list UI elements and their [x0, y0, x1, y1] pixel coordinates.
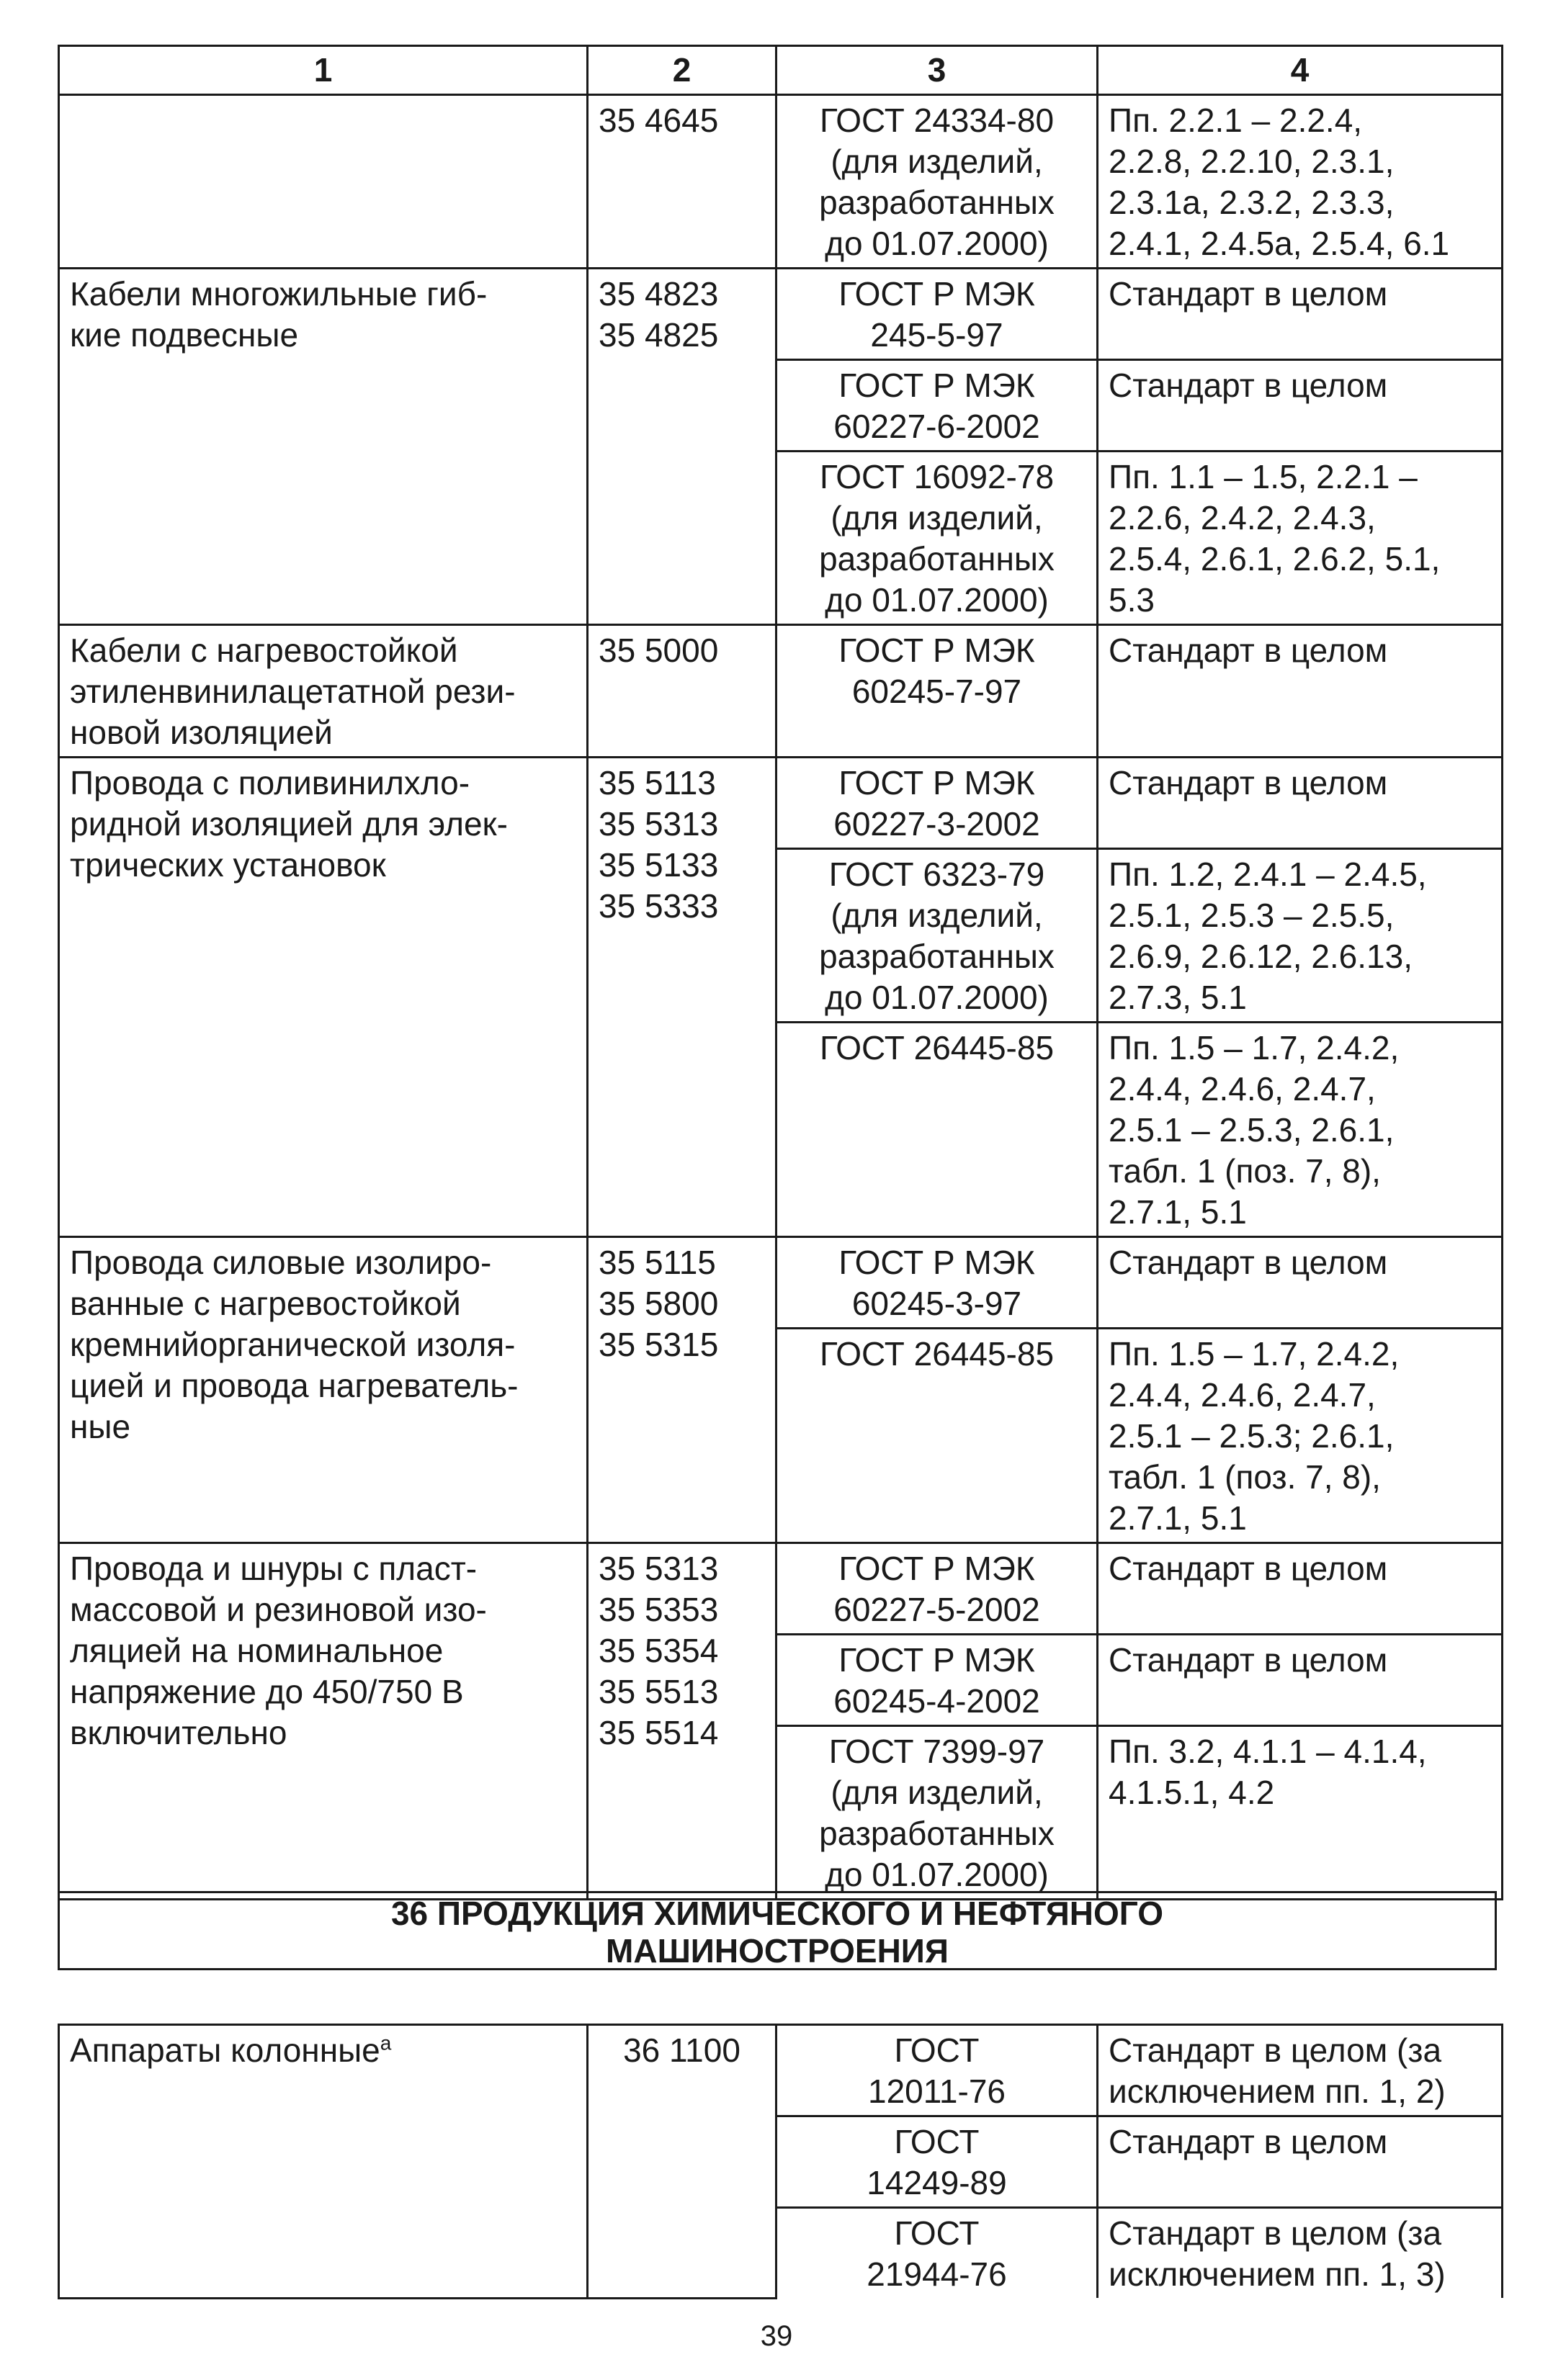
- clauses-cell: [1098, 625, 1503, 758]
- clauses-cell: [1098, 1329, 1503, 1543]
- standard-line: 60245-4-2002: [833, 1682, 1040, 1720]
- column-header-2: 2: [588, 46, 776, 95]
- product-code: 35 5353: [599, 1591, 719, 1628]
- product-code: 35 5313: [599, 1550, 719, 1587]
- product-code: 35 5115: [599, 1244, 716, 1281]
- clauses-line: 2.7.1, 5.1: [1109, 1193, 1247, 1231]
- clauses-line: Стандарт в целом: [1109, 1641, 1388, 1679]
- standard-cell: [776, 1023, 1098, 1237]
- table-header-row: [59, 46, 1503, 95]
- clauses-line: Пп. 1.1 – 1.5, 2.2.1 –: [1109, 458, 1418, 495]
- clauses-line: исключением пп. 1, 2): [1109, 2073, 1446, 2110]
- standard-cell: [776, 1329, 1098, 1543]
- clauses-cell: [1098, 452, 1503, 625]
- clauses-line: Стандарт в целом: [1109, 764, 1388, 801]
- section-heading: [58, 1891, 1497, 1970]
- page-number: 39: [760, 2320, 793, 2352]
- standard-line: разработанных: [819, 540, 1055, 578]
- standard-line: до 01.07.2000): [825, 225, 1049, 262]
- standard-line: разработанных: [819, 938, 1055, 975]
- clauses-line: Стандарт в целом: [1109, 2123, 1388, 2160]
- standard-cell: [776, 625, 1098, 758]
- section-36-table-body: [59, 2025, 1503, 2299]
- standard-line: 14249-89: [867, 2164, 1007, 2201]
- product-code: 35 5514: [599, 1714, 719, 1751]
- product-name-line: новой изоляцией: [70, 714, 333, 751]
- clauses-line: 2.5.1 – 2.5.3, 2.6.1,: [1109, 1111, 1395, 1149]
- standard-line: (для изделий,: [831, 143, 1043, 180]
- product-name-line: напряжение до 450/750 В: [70, 1673, 464, 1710]
- clauses-cell: [1098, 1635, 1503, 1726]
- clauses-line: 4.1.5.1, 4.2: [1109, 1774, 1275, 1811]
- product-code: 35 5313: [599, 805, 719, 843]
- column-header-4: 4: [1098, 46, 1503, 95]
- section-36-table: [58, 2024, 1503, 2299]
- standard-line: разработанных: [819, 1815, 1055, 1852]
- product-name-line: массовой и резиновой изо-: [70, 1591, 487, 1628]
- standard-line: ГОСТ 24334-80: [819, 102, 1055, 139]
- clauses-cell: [1098, 1543, 1503, 1635]
- standard-cell: [776, 1726, 1098, 1900]
- clauses-line: Пп. 2.2.1 – 2.2.4,: [1109, 102, 1363, 139]
- standard-line: (для изделий,: [831, 499, 1043, 536]
- clauses-line: 2.7.1, 5.1: [1109, 1499, 1247, 1537]
- standard-line: 60227-6-2002: [833, 408, 1040, 445]
- standard-line: 60227-5-2002: [833, 1591, 1040, 1628]
- clauses-line: исключением пп. 1, 3): [1109, 2255, 1446, 2293]
- standard-line: 12011-76: [868, 2073, 1006, 2110]
- standard-cell: [776, 1635, 1098, 1726]
- standard-line: ГОСТ 16092-78: [819, 458, 1055, 495]
- product-code-cell: [588, 95, 776, 269]
- clauses-line: 5.3: [1109, 581, 1155, 619]
- product-name-line: ридной изоляцией для элек-: [70, 805, 508, 843]
- clauses-cell: [1098, 2025, 1503, 2116]
- product-code: 35 5513: [599, 1673, 719, 1710]
- standard-line: ГОСТ: [894, 2123, 980, 2160]
- product-name-line: ляцией на номинальное: [70, 1632, 444, 1669]
- standard-line: 245-5-97: [870, 316, 1003, 354]
- clauses-line: 2.3.1а, 2.3.2, 2.3.3,: [1109, 184, 1395, 221]
- standard-line: ГОСТ Р МЭК: [838, 1550, 1035, 1587]
- standard-cell: [776, 95, 1098, 269]
- product-code: 35 5000: [599, 632, 719, 669]
- product-code: 36 1100: [623, 2031, 740, 2069]
- standard-cell: [776, 360, 1098, 452]
- product-name-cell: [59, 625, 588, 758]
- clauses-line: 2.4.1, 2.4.5а, 2.5.4, 6.1: [1109, 225, 1450, 262]
- product-name-line: Аппараты колонные$^а$: [70, 2031, 392, 2069]
- clauses-line: Пп. 1.5 – 1.7, 2.4.2,: [1109, 1335, 1400, 1373]
- product-name-line: трических установок: [70, 846, 386, 884]
- footnote-marker: а: [380, 2031, 392, 2055]
- product-name-line: ванные с нагревостойкой: [70, 1285, 461, 1322]
- standard-line: ГОСТ 7399-97: [828, 1733, 1045, 1770]
- standard-line: ГОСТ: [894, 2031, 980, 2069]
- product-code: 35 4823: [599, 275, 719, 313]
- standard-cell: [776, 269, 1098, 360]
- product-code-cell: [588, 1237, 776, 1543]
- product-code-cell: [588, 1543, 776, 1900]
- standard-line: (для изделий,: [831, 897, 1043, 934]
- clauses-line: 2.2.6, 2.4.2, 2.4.3,: [1109, 499, 1376, 536]
- standard-line: ГОСТ Р МЭК: [838, 764, 1035, 801]
- clauses-line: 2.4.4, 2.4.6, 2.4.7,: [1109, 1070, 1376, 1108]
- clauses-line: Стандарт в целом (за: [1109, 2214, 1442, 2252]
- clauses-cell: [1098, 758, 1503, 849]
- product-name-line: цией и провода нагреватель-: [70, 1367, 519, 1404]
- standard-line: ГОСТ Р МЭК: [838, 367, 1035, 404]
- product-code: 35 4645: [599, 102, 719, 139]
- clauses-cell: [1098, 95, 1503, 269]
- clauses-cell: [1098, 1726, 1503, 1900]
- product-code: 35 5800: [599, 1285, 719, 1322]
- clauses-line: 2.6.9, 2.6.12, 2.6.13,: [1109, 938, 1413, 975]
- clauses-line: 2.5.1 – 2.5.3; 2.6.1,: [1109, 1417, 1395, 1455]
- product-name-line: кремнийорганической изоля-: [70, 1326, 516, 1363]
- clauses-cell: [1098, 1023, 1503, 1237]
- product-name-cell: [59, 1237, 588, 1543]
- column-header-1: 1: [59, 46, 588, 95]
- table-body: [59, 95, 1503, 1900]
- clauses-cell: [1098, 2116, 1503, 2208]
- table-row: [59, 2025, 1503, 2116]
- column-header-3: 3: [776, 46, 1098, 95]
- standard-line: ГОСТ Р МЭК: [838, 1244, 1035, 1281]
- product-name-line: этиленвинилацетатной рези-: [70, 673, 516, 710]
- product-name-cell: [59, 1543, 588, 1900]
- clauses-line: 2.2.8, 2.2.10, 2.3.1,: [1109, 143, 1395, 180]
- product-code: 35 5333: [599, 887, 719, 925]
- product-name-line: Провода и шнуры с пласт-: [70, 1550, 478, 1587]
- standard-line: ГОСТ Р МЭК: [838, 632, 1035, 669]
- clauses-line: Стандарт в целом: [1109, 632, 1388, 669]
- section-heading-line-2: МАШИНОСТРОЕНИЯ: [606, 1932, 949, 1970]
- standard-cell: [776, 758, 1098, 849]
- product-name-cell: [59, 95, 588, 269]
- clauses-line: Стандарт в целом: [1109, 1550, 1388, 1587]
- standard-line: до 01.07.2000): [825, 1856, 1049, 1893]
- clauses-line: табл. 1 (поз. 7, 8),: [1109, 1152, 1381, 1190]
- product-code: 35 5133: [599, 846, 719, 884]
- standard-line: (для изделий,: [831, 1774, 1043, 1811]
- clauses-line: Пп. 3.2, 4.1.1 – 4.1.4,: [1109, 1733, 1427, 1770]
- standard-cell: [776, 2025, 1098, 2116]
- table-row: [59, 625, 1503, 758]
- clauses-line: Пп. 1.2, 2.4.1 – 2.4.5,: [1109, 856, 1427, 893]
- standard-line: 60245-7-97: [851, 673, 1022, 710]
- product-code-cell: [588, 269, 776, 625]
- standard-line: ГОСТ Р МЭК: [838, 1641, 1035, 1679]
- standard-line: до 01.07.2000): [825, 581, 1049, 619]
- product-name-line: включительно: [70, 1714, 287, 1751]
- product-name-line: ные: [70, 1408, 131, 1445]
- product-code-cell: [588, 625, 776, 758]
- clauses-line: 2.5.1, 2.5.3 – 2.5.5,: [1109, 897, 1395, 934]
- product-name-line: кие подвесные: [70, 316, 299, 354]
- clauses-cell: [1098, 2208, 1503, 2299]
- standard-line: ГОСТ 26445-85: [819, 1335, 1055, 1373]
- standard-line: разработанных: [819, 184, 1055, 221]
- standard-cell: [776, 2116, 1098, 2208]
- product-code: 35 5354: [599, 1632, 719, 1669]
- table-row: [59, 1543, 1503, 1635]
- standard-line: 60227-3-2002: [833, 805, 1040, 843]
- clauses-line: Стандарт в целом: [1109, 367, 1388, 404]
- standard-line: ГОСТ 6323-79: [828, 856, 1045, 893]
- standard-cell: [776, 849, 1098, 1023]
- section-heading-line-1: 36 ПРОДУКЦИЯ ХИМИЧЕСКОГО И НЕФТЯНОГО: [390, 1895, 1164, 1932]
- clauses-line: 2.5.4, 2.6.1, 2.6.2, 5.1,: [1109, 540, 1441, 578]
- clauses-cell: [1098, 849, 1503, 1023]
- product-name-line: Провода с поливинилхло-: [70, 764, 470, 801]
- clauses-cell: [1098, 360, 1503, 452]
- standard-line: до 01.07.2000): [825, 979, 1049, 1016]
- standard-cell: [776, 2208, 1098, 2299]
- clauses-cell: [1098, 1237, 1503, 1329]
- clauses-line: Пп. 1.5 – 1.7, 2.4.2,: [1109, 1029, 1400, 1066]
- clauses-line: 2.7.3, 5.1: [1109, 979, 1247, 1016]
- product-code: 35 4825: [599, 316, 719, 354]
- standard-line: ГОСТ: [894, 2214, 980, 2252]
- standard-cell: [776, 452, 1098, 625]
- clauses-line: Стандарт в целом: [1109, 1244, 1388, 1281]
- standard-cell: [776, 1237, 1098, 1329]
- clauses-line: табл. 1 (поз. 7, 8),: [1109, 1458, 1381, 1496]
- clauses-line: 2.4.4, 2.4.6, 2.4.7,: [1109, 1376, 1376, 1414]
- product-name-cell: [59, 269, 588, 625]
- standard-line: ГОСТ 26445-85: [819, 1029, 1055, 1066]
- product-name-cell: [59, 758, 588, 1237]
- standards-table: [58, 45, 1503, 1900]
- product-code: 35 5315: [599, 1326, 719, 1363]
- standard-line: 60245-3-97: [851, 1285, 1022, 1322]
- standard-line: ГОСТ Р МЭК: [838, 275, 1035, 313]
- table-row: [59, 1237, 1503, 1329]
- table-row: [59, 758, 1503, 849]
- product-name-line: Кабели многожильные гиб-: [70, 275, 488, 313]
- standard-cell: [776, 1543, 1098, 1635]
- table-row: [59, 269, 1503, 360]
- product-code: 35 5113: [599, 764, 716, 801]
- table-row: [59, 95, 1503, 269]
- clauses-line: Стандарт в целом: [1109, 275, 1388, 313]
- standard-line: 21944-76: [867, 2255, 1007, 2293]
- product-name-line: Провода силовые изолиро-: [70, 1244, 492, 1281]
- product-code-cell: [588, 2025, 776, 2299]
- clauses-line: Стандарт в целом (за: [1109, 2031, 1442, 2069]
- product-name-cell: [59, 2025, 588, 2299]
- product-code-cell: [588, 758, 776, 1237]
- product-name-line: Кабели с нагревостойкой: [70, 632, 458, 669]
- clauses-cell: [1098, 269, 1503, 360]
